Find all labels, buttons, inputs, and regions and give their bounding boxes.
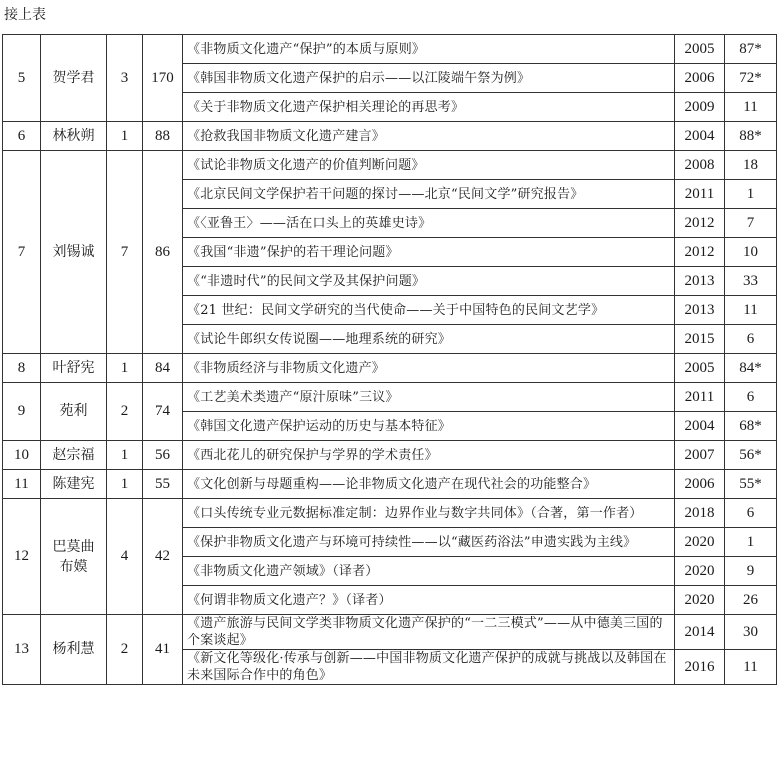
work-year-cell: 2007 — [675, 441, 725, 470]
rank-cell: 10 — [3, 441, 41, 470]
table-row — [3, 441, 777, 470]
work-title-cell: 《“非遗时代”的民间文学及其保护问题》 — [183, 267, 675, 296]
work-year-cell: 2014 — [675, 615, 725, 650]
work-citation-cell: 1 — [725, 528, 777, 557]
author-name-cell: 刘锡诚 — [41, 151, 107, 354]
total-citations-cell: 84 — [143, 354, 183, 383]
work-citation-cell: 88* — [725, 122, 777, 151]
work-citation-cell: 6 — [725, 499, 777, 528]
work-title-cell: 《西北花儿的研究保护与学界的学术责任》 — [183, 441, 675, 470]
work-citation-cell: 11 — [725, 296, 777, 325]
table-row — [3, 470, 777, 499]
total-citations-cell: 56 — [143, 441, 183, 470]
author-name-cell: 赵宗福 — [41, 441, 107, 470]
work-title-cell: 《抢救我国非物质文化遗产建言》 — [183, 122, 675, 151]
work-citation-cell: 9 — [725, 557, 777, 586]
work-title-cell: 《新文化等级化·传承与创新——中国非物质文化遗产保护的成就与挑战以及韩国在未来国际合作中的角色》 — [183, 650, 675, 685]
total-citations-cell: 42 — [143, 499, 183, 615]
author-name-cell: 叶舒宪 — [41, 354, 107, 383]
publication-count-cell: 1 — [107, 470, 143, 499]
work-title-cell: 《文化创新与母题重构——论非物质文化遗产在现代社会的功能整合》 — [183, 470, 675, 499]
rank-cell: 5 — [3, 35, 41, 122]
work-title-cell: 《我国“非遗”保护的若干理论问题》 — [183, 238, 675, 267]
publication-count-cell: 3 — [107, 35, 143, 122]
total-citations-cell: 86 — [143, 151, 183, 354]
work-title-cell: 《口头传统专业元数据标准定制：边界作业与数字共同体》（合著，第一作者） — [183, 499, 675, 528]
work-citation-cell: 11 — [725, 93, 777, 122]
rank-cell: 9 — [3, 383, 41, 441]
rank-cell: 6 — [3, 122, 41, 151]
total-citations-cell: 88 — [143, 122, 183, 151]
work-citation-cell: 26 — [725, 586, 777, 615]
work-title-cell: 《非物质经济与非物质文化遗产》 — [183, 354, 675, 383]
publication-count-cell: 7 — [107, 151, 143, 354]
table-row — [3, 354, 777, 383]
table-row — [3, 35, 777, 64]
rank-cell: 12 — [3, 499, 41, 615]
work-citation-cell: 33 — [725, 267, 777, 296]
work-citation-cell: 87* — [725, 35, 777, 64]
rank-cell: 11 — [3, 470, 41, 499]
work-year-cell: 2012 — [675, 209, 725, 238]
work-year-cell: 2011 — [675, 383, 725, 412]
table-row — [3, 151, 777, 180]
work-year-cell: 2006 — [675, 64, 725, 93]
author-name-cell: 杨利慧 — [41, 615, 107, 685]
rank-cell: 7 — [3, 151, 41, 354]
work-citation-cell: 10 — [725, 238, 777, 267]
work-year-cell: 2020 — [675, 586, 725, 615]
work-year-cell: 2020 — [675, 557, 725, 586]
work-citation-cell: 68* — [725, 412, 777, 441]
work-year-cell: 2020 — [675, 528, 725, 557]
publication-count-cell: 1 — [107, 441, 143, 470]
author-name-cell: 陈建宪 — [41, 470, 107, 499]
work-year-cell: 2009 — [675, 93, 725, 122]
total-citations-cell: 170 — [143, 35, 183, 122]
publication-count-cell: 1 — [107, 354, 143, 383]
total-citations-cell: 55 — [143, 470, 183, 499]
work-title-cell: 《非物质文化遗产领域》（译者） — [183, 557, 675, 586]
work-year-cell: 2012 — [675, 238, 725, 267]
work-title-cell: 《遗产旅游与民间文学类非物质文化遗产保护的“一二三模式”——从中德美三国的个案谈起》 — [183, 615, 675, 650]
work-citation-cell: 30 — [725, 615, 777, 650]
author-name-cell: 林秋朔 — [41, 122, 107, 151]
total-citations-cell: 41 — [143, 615, 183, 685]
work-citation-cell: 84* — [725, 354, 777, 383]
work-title-cell: 《试论非物质文化遗产的价值判断问题》 — [183, 151, 675, 180]
work-year-cell: 2005 — [675, 354, 725, 383]
publication-count-cell: 4 — [107, 499, 143, 615]
work-title-cell: 《试论牛郎织女传说圈——地理系统的研究》 — [183, 325, 675, 354]
work-title-cell: 《工艺美术类遗产“原汁原味”三议》 — [183, 383, 675, 412]
work-title-cell: 《关于非物质文化遗产保护相关理论的再思考》 — [183, 93, 675, 122]
table-row — [3, 383, 777, 412]
work-year-cell: 2018 — [675, 499, 725, 528]
publication-count-cell: 2 — [107, 615, 143, 685]
work-year-cell: 2006 — [675, 470, 725, 499]
work-title-cell: 《韩国文化遗产保护运动的历史与基本特征》 — [183, 412, 675, 441]
work-citation-cell: 18 — [725, 151, 777, 180]
author-name-cell: 巴莫曲布嫫 — [41, 499, 107, 615]
work-citation-cell: 72* — [725, 64, 777, 93]
author-name-cell: 苑利 — [41, 383, 107, 441]
work-citation-cell: 7 — [725, 209, 777, 238]
table-row — [3, 615, 777, 650]
author-name-cell: 贺学君 — [41, 35, 107, 122]
table-row — [3, 122, 777, 151]
rank-cell: 13 — [3, 615, 41, 685]
work-year-cell: 2008 — [675, 151, 725, 180]
work-title-cell: 《〈亚鲁王〉——活在口头上的英雄史诗》 — [183, 209, 675, 238]
work-year-cell: 2005 — [675, 35, 725, 64]
work-citation-cell: 56* — [725, 441, 777, 470]
rank-cell: 8 — [3, 354, 41, 383]
work-year-cell: 2013 — [675, 267, 725, 296]
work-citation-cell: 1 — [725, 180, 777, 209]
work-title-cell: 《21 世纪：民间文学研究的当代使命——关于中国特色的民间文艺学》 — [183, 296, 675, 325]
table-caption: 接上表 — [4, 7, 46, 23]
total-citations-cell: 74 — [143, 383, 183, 441]
work-citation-cell: 11 — [725, 650, 777, 685]
publication-count-cell: 1 — [107, 122, 143, 151]
table-body — [3, 35, 777, 685]
work-title-cell: 《韩国非物质文化遗产保护的启示——以江陵端午祭为例》 — [183, 64, 675, 93]
publication-count-cell: 2 — [107, 383, 143, 441]
citation-table — [2, 34, 777, 685]
work-year-cell: 2004 — [675, 412, 725, 441]
table-row — [3, 499, 777, 528]
work-title-cell: 《北京民间文学保护若干问题的探讨——北京“民间文学”研究报告》 — [183, 180, 675, 209]
work-year-cell: 2016 — [675, 650, 725, 685]
work-citation-cell: 6 — [725, 325, 777, 354]
work-year-cell: 2011 — [675, 180, 725, 209]
work-title-cell: 《何谓非物质文化遗产？》（译者） — [183, 586, 675, 615]
work-citation-cell: 55* — [725, 470, 777, 499]
work-title-cell: 《保护非物质文化遗产与环境可持续性——以“藏医药浴法”申遗实践为主线》 — [183, 528, 675, 557]
work-year-cell: 2013 — [675, 296, 725, 325]
work-year-cell: 2004 — [675, 122, 725, 151]
work-year-cell: 2015 — [675, 325, 725, 354]
work-title-cell: 《非物质文化遗产“保护”的本质与原则》 — [183, 35, 675, 64]
work-citation-cell: 6 — [725, 383, 777, 412]
